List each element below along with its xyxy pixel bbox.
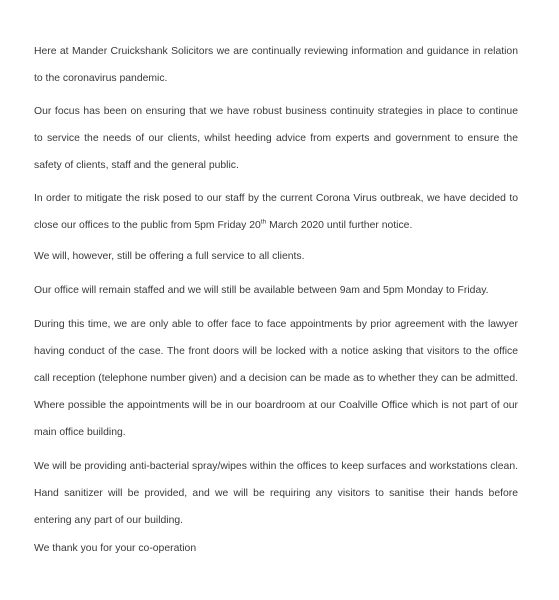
ordinal-suffix: th — [260, 218, 267, 226]
paragraph-closure-text-end: March 2020 until further notice. — [266, 220, 413, 231]
paragraph-staffed-text: Our office will remain staffed and we will still be available between 9am and 5pm Monday to Friday. — [34, 285, 489, 296]
paragraph-thanks — [34, 535, 518, 562]
paragraph-closure — [34, 185, 518, 239]
paragraph-focus-text: Our focus has been on ensuring that we have robust business continuity strategies in place to continue to service the needs of our clients, whilst heeding advice from experts and government to ensure the safety of clients, staff and the general public. — [34, 106, 518, 171]
paragraph-appointments — [34, 311, 518, 446]
paragraph-focus — [34, 98, 518, 179]
paragraph-intro-text: Here at Mander Cruickshank Solicitors we are continually reviewing information and guidance in relation to the coronavirus pandemic. — [34, 46, 518, 84]
paragraph-service-text: We will, however, still be offering a full service to all clients. — [34, 251, 305, 262]
paragraph-thanks-text: We thank you for your co-operation — [34, 543, 197, 554]
paragraph-intro — [34, 38, 518, 92]
paragraph-hygiene-text: We will be providing anti-bacterial spray/wipes within the offices to keep surfaces and workstations clean. Hand sanitizer will be provided, and we will be requiring any visitors to sanitise their hands before entering any part of our building. — [34, 461, 518, 526]
paragraph-appointments-text: During this time, we are only able to offer face to face appointments by prior agreement with the lawyer having conduct of the case. The front doors will be locked with a notice asking that visitors to the office call reception (telephone number given) and a decision can be made as to whether they can be admitted. Where possible the appointments will be in our boardroom at our Coalville Office which is not part of our main office building. — [34, 319, 518, 438]
paragraph-staffed — [34, 277, 518, 304]
paragraph-service — [34, 243, 518, 270]
paragraph-hygiene — [34, 453, 518, 534]
paragraph-closure-text: In order to mitigate the risk posed to our staff by the current Corona Virus outbreak, we have decided to close our offices to the public from 5pm Friday 20 — [34, 193, 518, 231]
